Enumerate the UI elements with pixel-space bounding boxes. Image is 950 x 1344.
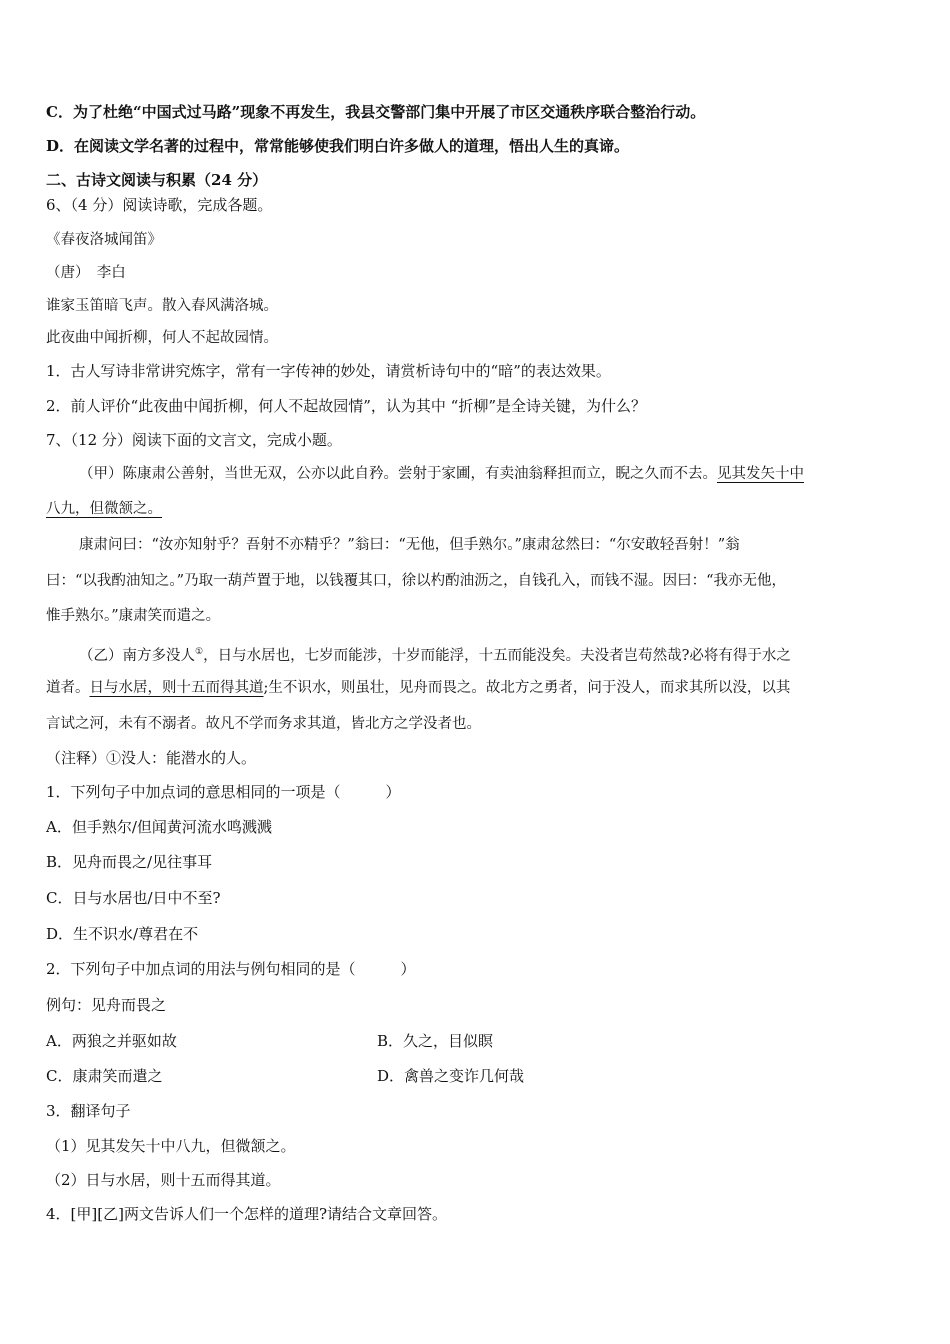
option-d: D．禽兽之变诈几何哉 <box>377 1067 525 1085</box>
q7-sub3-stem: 3．翻译句子 <box>46 1102 131 1120</box>
q7-sub1-stem: 1．下列句子中加点词的意思相同的一项是（ ） <box>46 783 401 801</box>
option-d: D．生不识水/尊君在不 <box>46 925 199 943</box>
passage-jia-line: 康肃问曰：“汝亦知射乎？吾射不亦精乎？”翁曰：“无他，但手熟尔。”康肃忿然曰：“尔安敢轻吾射！”翁 <box>79 537 740 553</box>
q7-sub2-stem: 2．下列句子中加点词的用法与例句相同的是（ ） <box>46 960 416 978</box>
option-a: A．但手熟尔/但闻黄河流水鸣溅溅 <box>46 818 272 836</box>
poem-line: 此夜曲中闻折柳，何人不起故园情。 <box>46 330 278 346</box>
example-sentence: 例句：见舟而畏之 <box>46 996 167 1014</box>
passage-yi-line <box>46 678 790 698</box>
passage-yi-line <box>79 642 791 666</box>
option-b: B．久之，目似瞑 <box>377 1032 494 1050</box>
q6-stem: 6、（4 分）阅读诗歌，完成各题。 <box>46 196 273 214</box>
poem-line: 谁家玉笛暗飞声。散入春风满洛城。 <box>46 298 278 314</box>
option-b: B．见舟而畏之/见往事耳 <box>46 853 213 871</box>
option-c: C．日与水居也/日中不至? <box>46 889 221 907</box>
passage-text: 道者。 <box>46 680 90 696</box>
passage-jia-line: 惟手熟尔。”康肃笑而遣之。 <box>46 608 221 624</box>
q6-sub2: 2．前人评价“此夜曲中闻折柳，何人不起故园情”，认为其中 “折柳”是全诗关键，为什么？ <box>46 397 646 415</box>
passage-yi-line: 言试之河，未有不溺者。故凡不学而务求其道，皆北方之学没者也。 <box>46 716 481 732</box>
passage-jia-line <box>79 464 804 484</box>
q7-sub4-stem: 4．[甲][乙]两文告诉人们一个怎样的道理?请结合文章回答。 <box>46 1205 447 1223</box>
option-c: C．康肃笑而遣之 <box>46 1067 163 1085</box>
footnote: （注释）①没人：能潜水的人。 <box>46 749 257 767</box>
passage-text: ;生不识水，则虽壮，见舟而畏之。故北方之勇者，问于没人，而求其所以没，以其 <box>263 680 791 696</box>
translate-item-2: （2）日与水居，则十五而得其道。 <box>46 1171 281 1189</box>
passage-jia-line: 曰：“以我酌油知之。”乃取一葫芦置于地，以钱覆其口，徐以杓酌油沥之，自钱孔入，而钱不湿。因曰：“我亦无他， <box>46 573 786 589</box>
poem-title: 《春夜洛城闻笛》 <box>46 232 162 248</box>
poem-author: （唐） 李白 <box>46 265 126 281</box>
underlined-sentence: 日与水居，则十五而得其道 <box>89 680 264 696</box>
option-a: A．两狼之并驱如故 <box>46 1032 177 1050</box>
section-title: 二、古诗文阅读与积累（24 分） <box>46 171 268 189</box>
q5-option-c: C．为了杜绝“中国式过马路”现象不再发生，我县交警部门集中开展了市区交通秩序联合整治行动。 <box>46 103 706 121</box>
passage-jia-line <box>46 499 162 519</box>
q6-sub1: 1．古人写诗非常讲究炼字，常有一字传神的妙处，请赏析诗句中的“暗”的表达效果。 <box>46 362 611 380</box>
q7-stem: 7、（12 分）阅读下面的文言文，完成小题。 <box>46 431 342 449</box>
underlined-sentence: 见其发矢十中 <box>717 466 804 482</box>
passage-text: （乙）南方多没人 <box>79 648 195 664</box>
passage-text: （甲）陈康肃公善射，当世无双，公亦以此自矜。尝射于家圃，有卖油翁释担而立，睨之久而不去。 <box>79 466 717 482</box>
translate-item-1: （1）见其发矢十中八九，但微颔之。 <box>46 1137 296 1155</box>
footnote-mark: ① <box>195 647 204 657</box>
underlined-sentence: 八九，但微颔之。 <box>46 501 162 517</box>
q5-option-d: D．在阅读文学名著的过程中，常常能够使我们明白许多做人的道理，悟出人生的真谛。 <box>46 137 630 155</box>
passage-text: ，日与水居也，七岁而能涉，十岁而能浮，十五而能没矣。夫没者岂苟然哉?必将有得于水之 <box>203 648 791 664</box>
